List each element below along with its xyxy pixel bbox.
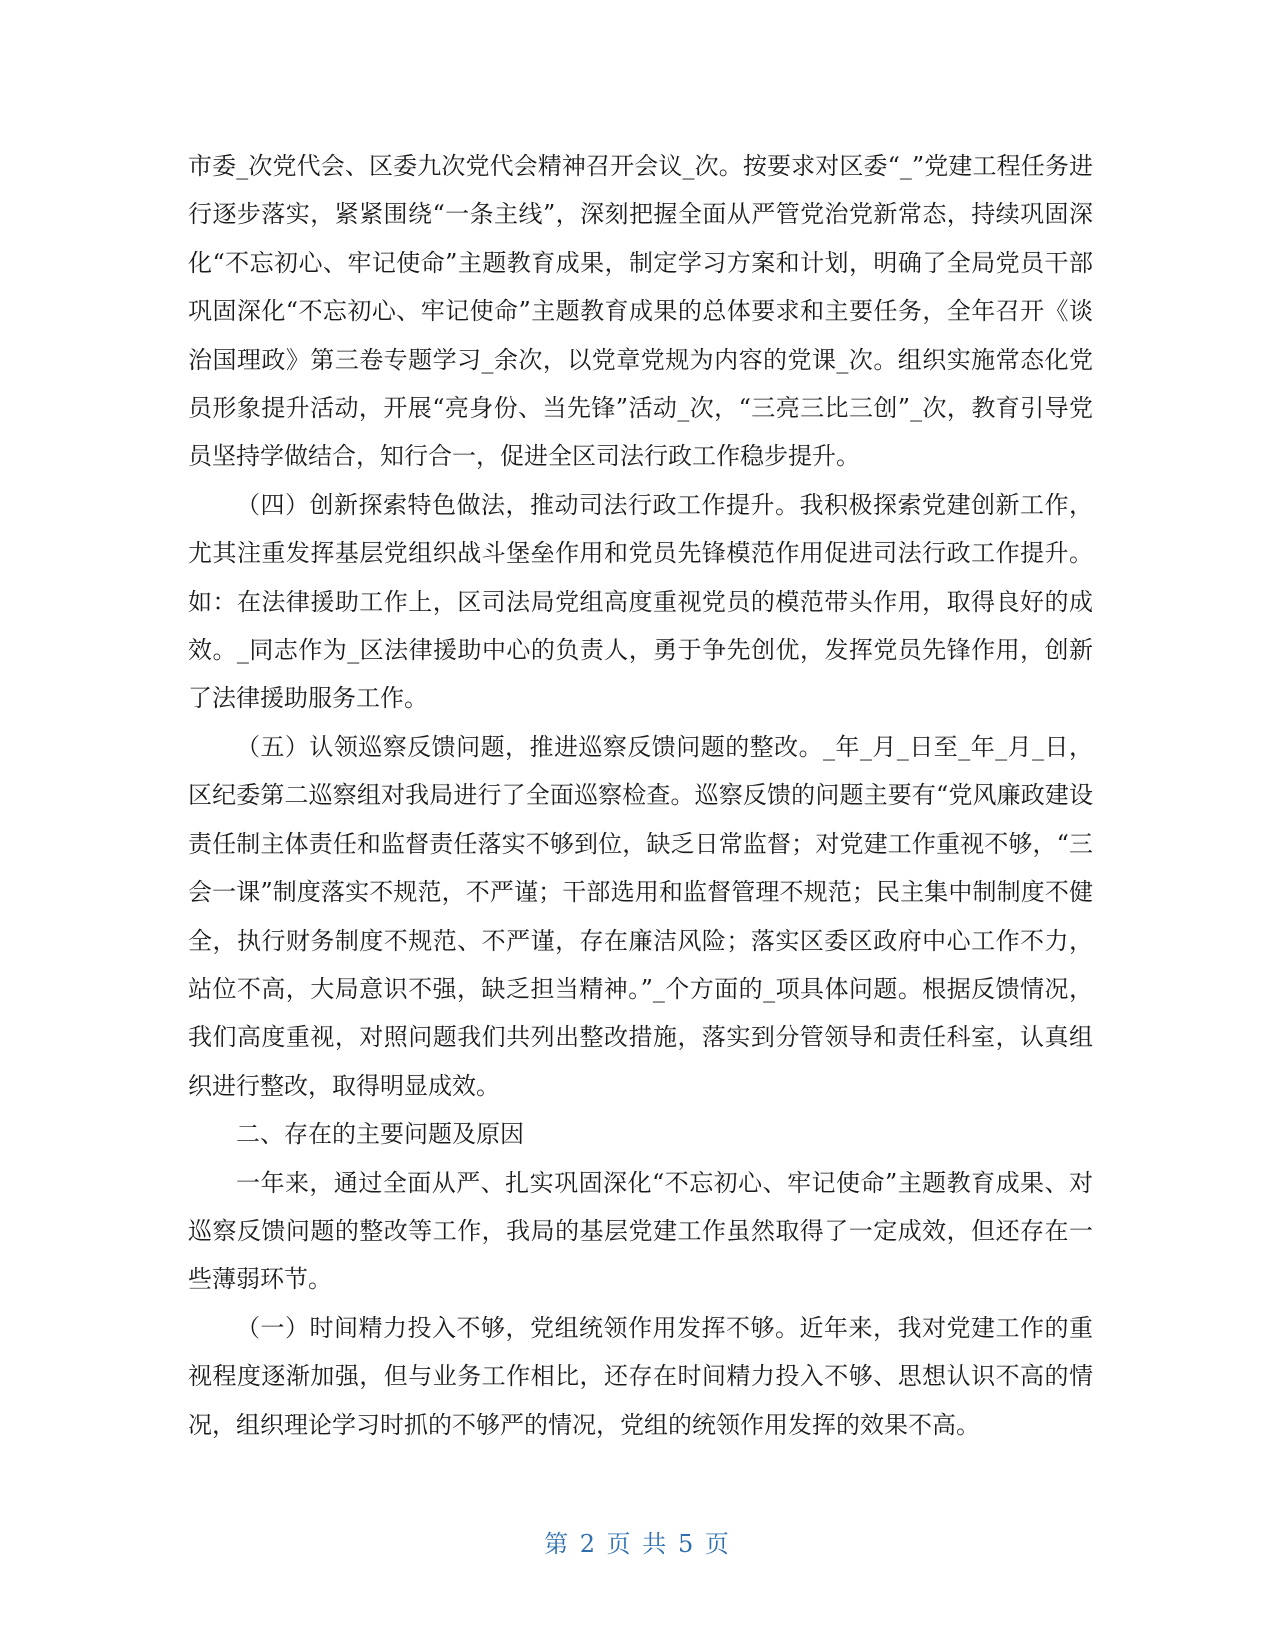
heading-problems-and-causes: 二、存在的主要问题及原因 xyxy=(236,1120,524,1149)
page-number-footer: 第 2 页 共 5 页 xyxy=(544,1530,731,1558)
paragraph-continuation: 市委_次党代会、区委九次党代会精神召开会议_次。按要求对区委“_”党建工程任务进行逐步落实，紧紧围绕“一条主线”，深刻把握全面从严管党治党新常态，持续巩固深化“不忘初心、牢记使命”主题教育成果，制定学习方案和计划，明确了全局党员干部巩固深化“不忘初心、牢记使命”主题教育成果的总体要求和主要任务，全年召开《谈治国理政》第三卷专题学习_余次，以党章党规为内容的党课_次。组织实施常态化党员形象提升活动，开展“亮身份、当先锋”活动_次，“三亮三比三创”_次，教育引导党员坚持学做结合，知行合一，促进全区司法行政工作稳步提升。 xyxy=(188,152,1093,471)
paragraph-problem-one: （一）时间精力投入不够，党组统领作用发挥不够。近年来，我对党建工作的重视程度逐渐加强，但与业务工作相比，还存在时间精力投入不够、思想认识不高的情况，组织理论学习时抓的不够严的情况，党组的统领作用发挥的效果不高。 xyxy=(188,1313,1093,1439)
document-body xyxy=(188,142,1093,1449)
paragraph-problems-intro: 一年来，通过全面从严、扎实巩固深化“不忘初心、牢记使命”主题教育成果、对巡察反馈问题的整改等工作，我局的基层党建工作虽然取得了一定成效，但还存在一些薄弱环节。 xyxy=(188,1168,1093,1294)
paragraph-section-five: （五）认领巡察反馈问题，推进巡察反馈问题的整改。_年_月_日至_年_月_日，区纪委第二巡察组对我局进行了全面巡察检查。巡察反馈的问题主要有“党风廉政建设责任制主体责任和监督责任落实不够到位，缺乏日常监督；对党建工作重视不够，“三会一课”制度落实不规范，不严谨；干部选用和监督管理不规范；民主集中制制度不健全，执行财务制度不规范、不严谨，存在廉洁风险；落实区委区政府中心工作不力，站位不高，大局意识不强，缺乏担当精神。”_个方面的_项具体问题。根据反馈情况，我们高度重视，对照问题我们共列出整改措施，落实到分管领导和责任科室，认真组织进行整改，取得明显成效。 xyxy=(188,732,1093,1100)
paragraph-section-four: （四）创新探索特色做法，推动司法行政工作提升。我积极探索党建创新工作，尤其注重发挥基层党组织战斗堡垒作用和党员先锋模范作用促进司法行政工作提升。如：在法律援助工作上，区司法局党组高度重视党员的模范带头作用，取得良好的成效。_同志作为_区法律援助中心的负责人，勇于争先创优，发挥党员先锋作用，创新了法律援助服务工作。 xyxy=(188,490,1093,713)
